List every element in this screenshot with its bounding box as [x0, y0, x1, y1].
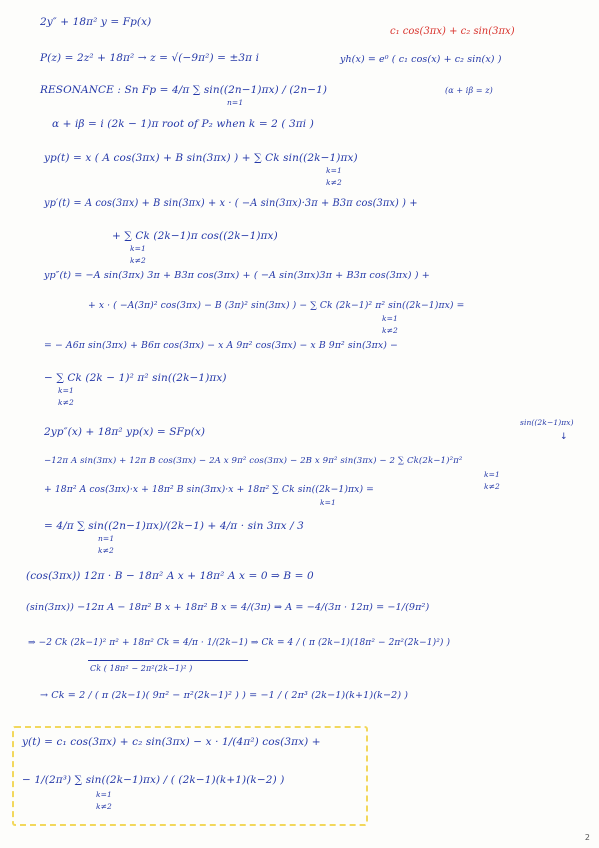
red-homogeneous-solution: c₁ cos(3πx) + c₂ sin(3πx)	[390, 26, 515, 37]
line-yp-double-prime-2: + x · ( −A(3π)² cos(3πx) − B (3π)² sin(3πx) ) − ∑ Ck (2k−1)² π² sin((2k−1)πx) =	[88, 300, 465, 311]
line-substitution: 2yp″(x) + 18π² yp(x) = SFp(x)	[44, 426, 206, 438]
page-number: 2	[584, 833, 590, 842]
line-final-sub: k=1	[96, 790, 112, 799]
line-yp-prime: yp′(t) = A cos(3πx) + B sin(3πx) + x · ( −A sin(3πx)·3π + B3π cos(3πx) ) +	[44, 198, 418, 209]
line-resonance-note: (α + iβ = z)	[445, 86, 493, 95]
line-final-2: − 1/(2π³) ∑ sin((2k−1)πx) / ( (2k−1)(k+1)(k−2) )	[22, 774, 285, 786]
line-rhs-sub2: k≠2	[98, 546, 114, 555]
line-final-1: y(t) = c₁ cos(3πx) + c₂ sin(3πx) − x · 1/(4π²) cos(3πx) +	[22, 736, 321, 748]
line-substitution-note: sin((2k−1)πx)	[520, 418, 574, 427]
line-resonance-sub: n=1	[227, 98, 244, 107]
line-final-sub2: k≠2	[96, 802, 112, 811]
line-yp-prime-sub2: k≠2	[130, 256, 146, 265]
line-yp: yp(t) = x ( A cos(3πx) + B sin(3πx) ) + ∑ Ck sin((2k−1)πx)	[44, 152, 358, 164]
line-yp-prime-sub: k=1	[130, 244, 146, 253]
line-ode: 2y″ + 18π² y = Fp(x)	[40, 16, 152, 28]
line-yp-double-prime-sub2: k≠2	[382, 326, 398, 335]
line-homogeneous: yh(x) = e⁰ ( c₁ cos(x) + c₂ sin(x) )	[340, 54, 502, 65]
line-combined-2: + 18π² A cos(3πx)·x + 18π² B sin(3πx)·x + 18π² ∑ Ck sin((2k−1)πx) =	[44, 484, 374, 495]
line-ck-denominator: Ck ( 18π² − 2π²(2k−1)² )	[90, 664, 193, 673]
line-expanded-sum: − ∑ Ck (2k − 1)² π² sin((2k−1)πx)	[44, 372, 227, 384]
line-characteristic: P(z) = 2z² + 18π² → z = √(−9π²) = ±3π i	[40, 52, 260, 64]
line-sin-coeff: (sin(3πx)) −12π A − 18π² B x + 18π² B x = 4/(3π) ⇒ A = −4/(3π · 12π) = −1/(9π²)	[26, 602, 430, 613]
line-yp-sub2: k≠2	[326, 178, 342, 187]
line-combined: −12π A sin(3πx) + 12π B cos(3πx) − 2A x 9π² cos(3πx) − 2B x 9π² sin(3πx) − 2 ∑ Ck(2k−1)²π²	[44, 456, 463, 466]
line-resonance: RESONANCE : Sn Fp = 4/π ∑ sin((2n−1)πx) / (2n−1)	[40, 84, 328, 96]
line-expanded-sub2: k≠2	[58, 398, 74, 407]
line-rhs: = 4/π ∑ sin((2n−1)πx)/(2k−1) + 4/π · sin 3πx / 3	[44, 520, 304, 532]
line-yp-double-prime: yp″(t) = −A sin(3πx) 3π + B3π cos(3πx) + ( −A sin(3πx)3π + B3π cos(3πx) ) +	[44, 270, 430, 281]
line-combined-2-sub: k=1	[320, 498, 336, 507]
line-combined-sub2: k≠2	[484, 482, 500, 491]
line-yp-double-prime-sub: k=1	[382, 314, 398, 323]
line-expanded-sub: k=1	[58, 386, 74, 395]
line-yp-prime-sum: + ∑ Ck (2k−1)π cos((2k−1)πx)	[112, 230, 278, 242]
fraction-bar	[88, 660, 248, 661]
line-combined-sub: k=1	[484, 470, 500, 479]
down-arrow-icon: ↓	[560, 432, 568, 442]
line-ck-eq: ⇒ −2 Ck (2k−1)² π² + 18π² Ck = 4/π · 1/(2k−1) ⇒ Ck = 4 / ( π (2k−1)(18π² − 2π²(2k−1)²) )	[28, 638, 451, 648]
line-expanded: = − A6π sin(3πx) + B6π cos(3πx) − x A 9π² cos(3πx) − x B 9π² sin(3πx) −	[44, 340, 398, 351]
line-rhs-sub: n=1	[98, 534, 115, 543]
line-cos-coeff: (cos(3πx)) 12π · B − 18π² A x + 18π² A x = 0 ⇒ B = 0	[26, 570, 314, 582]
line-root: α + iβ = i (2k − 1)π root of P₂ when k = 2 ( 3πi )	[52, 118, 314, 130]
line-ck-result: → Ck = 2 / ( π (2k−1)( 9π² − π²(2k−1)² ) ) = −1 / ( 2π³ (2k−1)(k+1)(k−2) )	[40, 690, 409, 701]
line-yp-sub: k=1	[326, 166, 342, 175]
